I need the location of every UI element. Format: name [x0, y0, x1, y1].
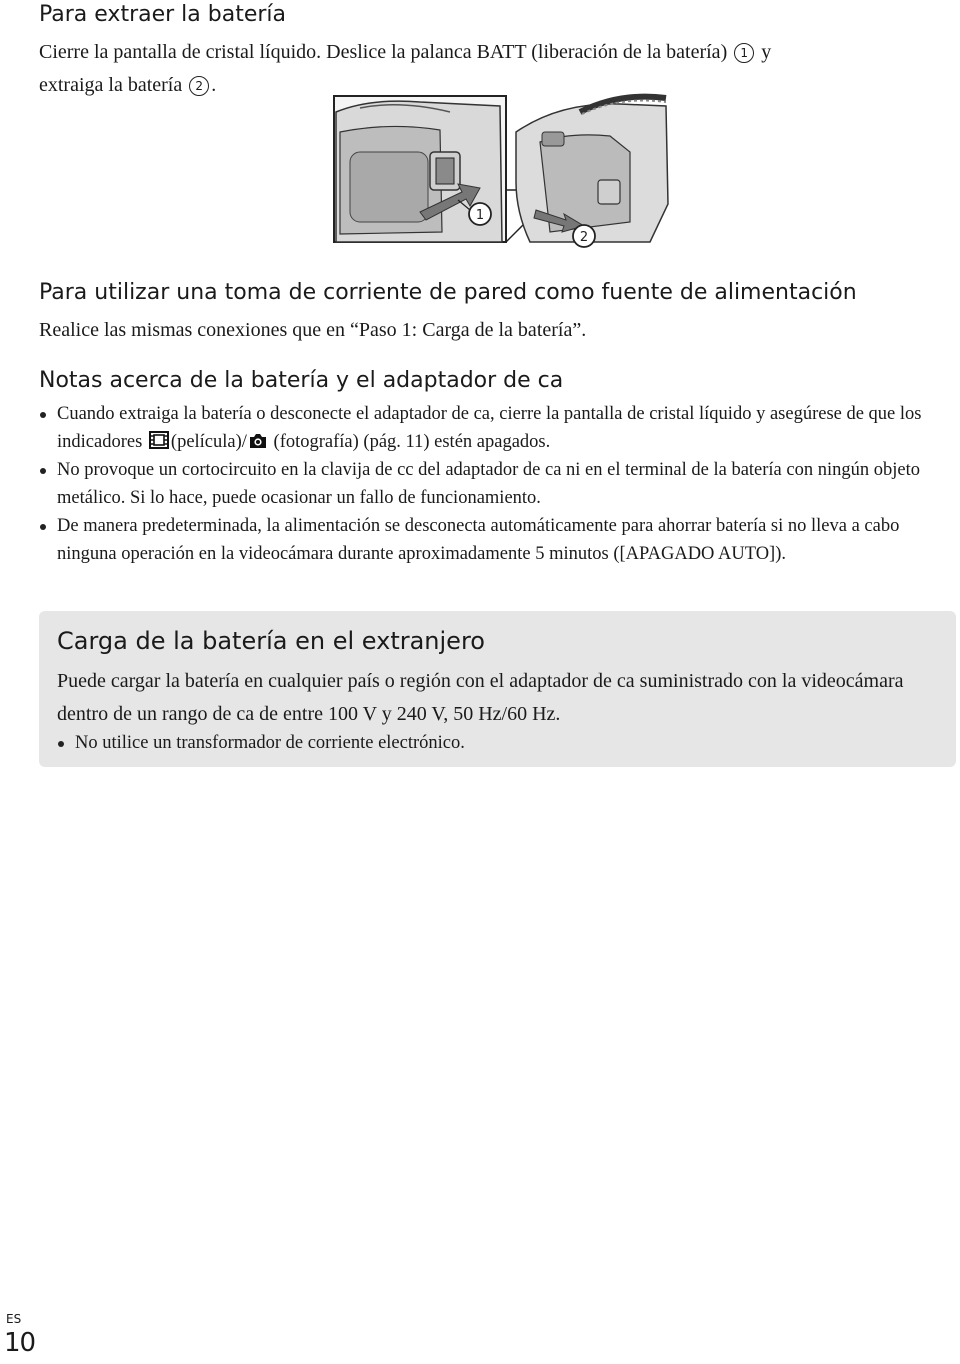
instruction-text-2: extraiga la batería [39, 74, 183, 96]
instruction-text-2b: . [211, 74, 217, 96]
section-heading-remove-battery: Para extraer la batería [39, 2, 287, 27]
section-heading-notes: Notas acerca de la batería y el adaptador de ca [39, 368, 564, 393]
info-box-note: No utilice un transformador de corriente electrónico. [57, 729, 937, 757]
movie-icon [149, 431, 169, 449]
language-tag: ES [6, 1312, 22, 1326]
note-item: De manera predeterminada, la alimentación se desconecta automáticamente para ahorrar batería si no lleva a cabo ninguna operación en la videocámara durante aproximadamente 5 minutos ([APAGADO AUTO]). [39, 512, 957, 568]
notes-list [39, 400, 957, 568]
note-item: Cuando extraiga la batería o desconecte el adaptador de ca, cierre la pantalla de cristal líquido y asegúrese de que los indicadores (película)/ (fotografía) (pág. 11) estén apagados. [39, 400, 957, 456]
instruction-text-1b: y [761, 41, 772, 63]
section-heading-wall-outlet: Para utilizar una toma de corriente de pared como fuente de alimentación [39, 280, 857, 305]
info-box-list [57, 729, 937, 757]
wall-outlet-instructions: Realice las mismas conexiones que en “Paso 1: Carga de la batería”. [39, 319, 587, 341]
page-number: 10 [4, 1328, 36, 1358]
callout-1-label: 1 [475, 208, 485, 223]
instruction-text-1: Cierre la pantalla de cristal líquido. Deslice la palanca BATT (liberación de la batería) [39, 41, 728, 63]
step-marker-1: 1 [734, 43, 754, 63]
note-item: No provoque un cortocircuito en la clavija de cc del adaptador de ca ni en el terminal de la batería con ningún objeto metálico. Si lo hace, puede ocasionar un fallo de funcionamiento. [39, 456, 957, 512]
battery-removal-illustration [330, 92, 670, 252]
step-marker-2: 2 [189, 76, 209, 96]
info-box-heading: Carga de la batería en el extranjero [57, 627, 485, 655]
camera-icon [249, 433, 267, 449]
info-box-body: Puede cargar la batería en cualquier país o región con el adaptador de ca suministrado con la videocámara dentro de un rango de ca de entre 100 V y 240 V, 50 Hz/60 Hz. [57, 670, 904, 725]
instruction-line-1 [39, 36, 939, 69]
info-box-charging-abroad [39, 611, 956, 767]
callout-2-label: 2 [579, 230, 589, 245]
